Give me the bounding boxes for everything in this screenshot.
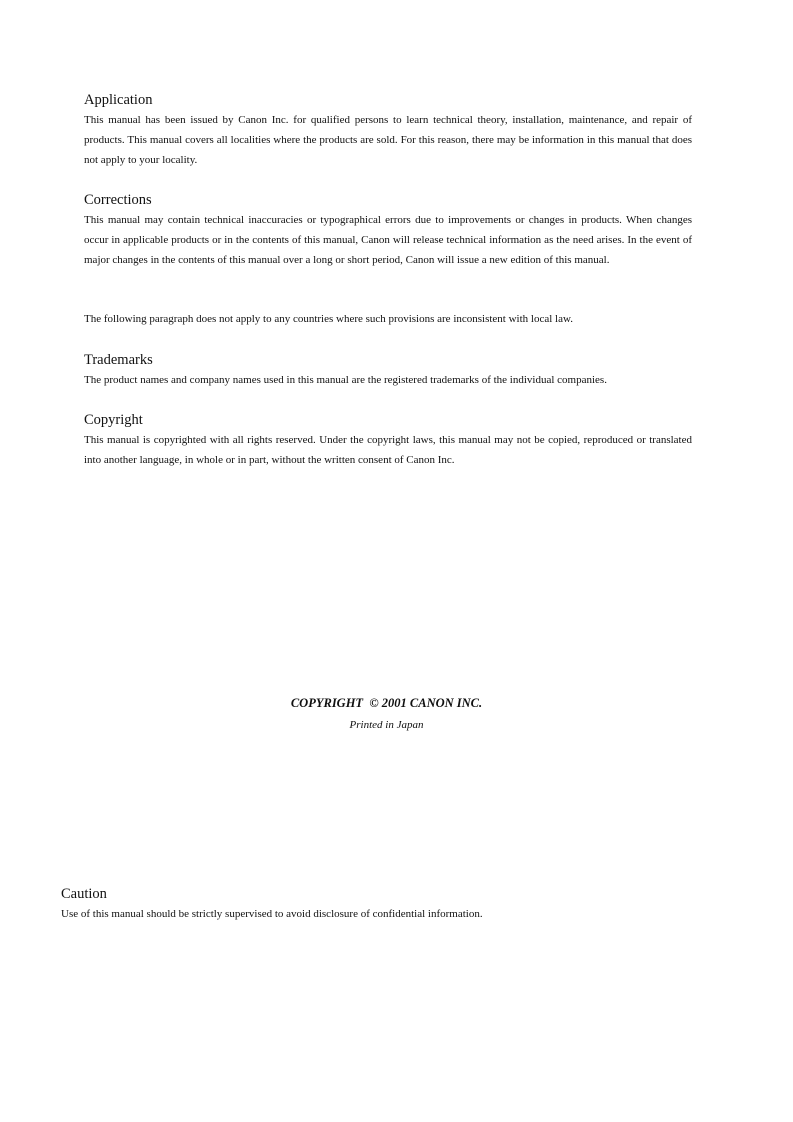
copyright-heading: Copyright [84,412,143,428]
caution-heading: Caution [61,886,107,902]
copyright-text: This manual is copyrighted with all rights reserved. Under the copyright laws, this manual may not be copied, reproduced or translated into another language, in whole or in part, without the written consent of Canon Inc. [84,434,692,466]
corrections-heading: Corrections [84,192,152,208]
caution-text: Use of this manual should be strictly supervised to avoid disclosure of confidential information. [61,908,483,920]
printed-in-label: Printed in Japan [349,719,424,731]
local-law-note-text: The following paragraph does not apply to any countries where such provisions are inconsistent with local law. [84,313,573,325]
copyright-notice: COPYRIGHT © 2001 CANON INC. [290,696,483,710]
trademarks-section [84,351,692,390]
local-law-note [84,309,692,329]
corrections-section [84,191,692,270]
application-section [84,91,692,170]
trademarks-heading: Trademarks [84,352,153,368]
corrections-text: This manual may contain technical inaccuracies or typographical errors due to improvements or changes in products. When changes occur in applicable products or in the contents of this manual, Canon will release technical information as the need arises. In the event of major changes in the contents of this manual over a long or short period, Canon will issue a new edition of this manual. [84,214,692,266]
trademarks-text: The product names and company names used in this manual are the registered trademarks of the individual companies. [84,374,607,386]
application-heading: Application [84,92,153,108]
caution-section [61,885,681,924]
copyright-section [84,411,692,470]
application-text: This manual has been issued by Canon Inc. for qualified persons to learn technical theory, installation, maintenance, and repair of products. This manual covers all localities where the products are sold. For this reason, there may be information in this manual that does not apply to your locality. [84,114,692,166]
